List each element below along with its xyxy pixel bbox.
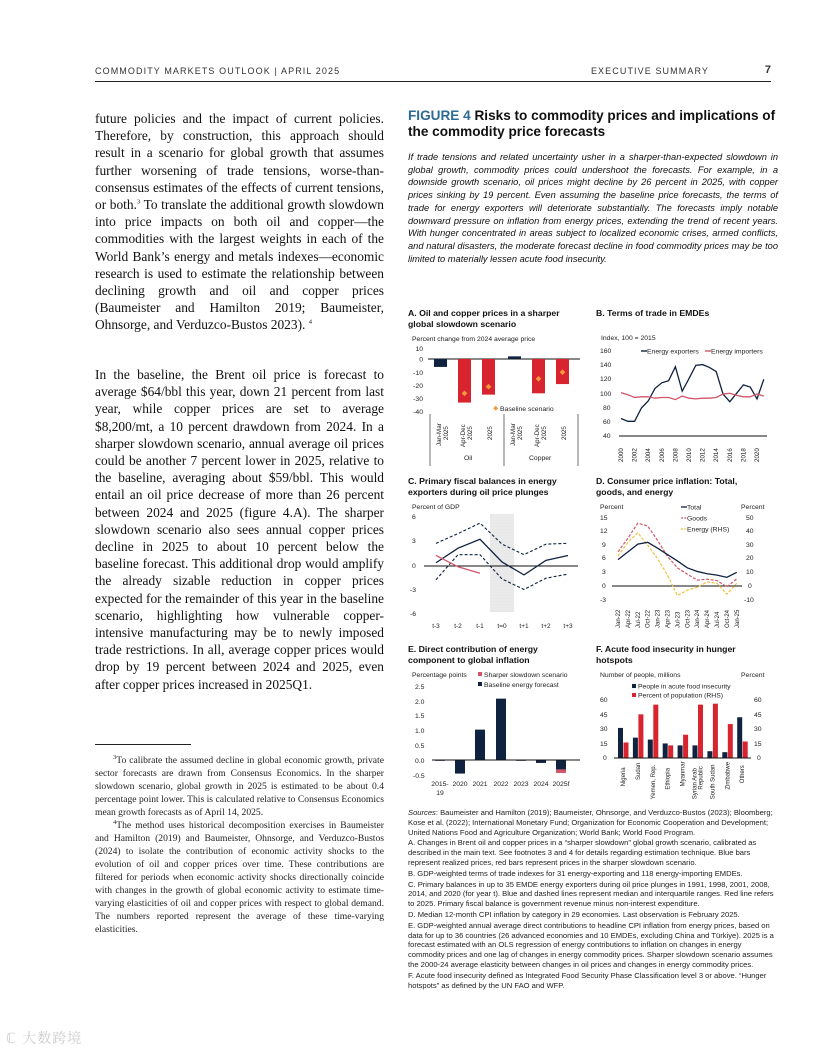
body-paragraph-1: future policies and the impact of current policies. Therefore, by construction, this approach should result in a scenario for global growth that assumes further worsening of trade tensions, worse-than-consensus estimates of the effects of current tensions, or both.$^3$ To translate the additional growth slowdown into price impacts on both oil and copper—the commodities with the largest weights in each of the World Bank’s energy and metals indexes—economic research is used to estimate the relationship between declining growth and oil and copper prices (Baumeister and Hamilton 2019; Baumeister, Ohnsorge, and Verduzco-Bustos 2023). $^4$ (95, 111, 384, 333)
svg-text:Oil: Oil (464, 455, 473, 462)
footnote-divider (95, 744, 191, 745)
svg-text:2014: 2014 (713, 448, 721, 462)
svg-text:-6: -6 (410, 611, 417, 618)
svg-text:2018: 2018 (740, 448, 748, 462)
svg-text:t-2: t-2 (454, 623, 462, 630)
svg-text:Yemen, Rep.: Yemen, Rep. (650, 764, 657, 800)
svg-text:15: 15 (600, 515, 608, 522)
page-number: 7 (764, 64, 771, 76)
svg-text:100: 100 (600, 391, 612, 398)
svg-text:t-1: t-1 (476, 623, 484, 630)
panel-c-chart (408, 500, 593, 640)
svg-text:Energy importers: Energy importers (711, 348, 763, 356)
svg-text:2000: 2000 (618, 448, 625, 462)
panel-c-title: C. Primary fiscal balances in energy exporters during oil price plunges (408, 476, 557, 497)
figure-title: FIGURE 4 Risks to commodity prices and implications of the commodity price forecasts (408, 108, 776, 139)
svg-text:Zimbabwe: Zimbabwe (725, 761, 732, 790)
svg-text:120: 120 (600, 376, 612, 383)
svg-text:Myanmar: Myanmar (680, 761, 687, 787)
svg-text:Goods: Goods (687, 515, 708, 523)
svg-text:Percent change from 2024 avera: Percent change from 2024 average price (412, 336, 536, 343)
svg-text:People in acute food insecurit: People in acute food insecurity (638, 683, 731, 691)
svg-text:Apr-Dec: Apr-Dec (534, 424, 541, 447)
svg-text:2020: 2020 (452, 781, 468, 788)
svg-text:45: 45 (754, 712, 762, 719)
svg-text:2025f: 2025f (552, 781, 570, 788)
svg-text:-40: -40 (413, 409, 423, 416)
svg-text:t=0: t=0 (497, 623, 507, 630)
body-paragraph-2: In the baseline, the Brent oil price is forecast to average $64/bbl this year, down 21 percent from last year, while copper prices are set to average $8,200/mt, a 10 percent drawdown from 2024. In a sharper slowdown scenario, annual average oil prices could be another 7 percent lower in 2025, relative to the baseline, averaging about $59/bbl. This would entail an oil price decrease of more than 26 percent between 2024 and 2025 (figure 4.A). The sharper slowdown scenario also sees annual copper prices decline in 2025 to about 10 percent below the baseline forecast. This additional drop would amplify the already sizable reduction in copper prices expected for the remainder of this year in the baseline scenario, highlighting how vulnerable copper-intensive manufacturing may be to newly imposed trade restrictions. In all, average copper prices would drop by 19 percent between 2024 and 2025, even after copper prices increased in 2025Q1. (95, 367, 384, 692)
svg-text:Baseline energy forecast: Baseline energy forecast (484, 682, 559, 689)
svg-text:30: 30 (746, 542, 754, 549)
svg-text:10: 10 (415, 346, 423, 353)
svg-text:2025: 2025 (541, 426, 548, 440)
footnote-4: $^4$The method uses historical decomposition exercises in Baumeister and Hamilton (2019) and Baumeister, Ohnsorge, and Verduzco-Bustos (2024) to isolate the contribution of economic activity shocks to the evolution of oil and copper prices over time. These contributions are filtered for periods when economic activity shocks directionally coincide with changes in the growth of global economic activity to estimate time-varying elasticities of oil and copper prices with respect to global demand. The numbers reported represent the average of these time-varying elasticities. (95, 818, 384, 935)
panel-a-chart (408, 332, 593, 472)
svg-text:6: 6 (602, 555, 606, 562)
svg-text:Jan-Mar: Jan-Mar (436, 423, 443, 446)
svg-text:Apr-Dec: Apr-Dec (460, 424, 467, 447)
panel-b-title: B. Terms of trade in EMDEs (596, 308, 710, 318)
svg-text:2006: 2006 (658, 448, 666, 462)
svg-text:2002: 2002 (631, 448, 639, 462)
panel-d-title: D. Consumer price inflation: Total, goods, and energy (596, 476, 738, 497)
svg-text:2008: 2008 (672, 448, 680, 462)
svg-text:Jul-24: Jul-24 (715, 611, 721, 628)
svg-text:160: 160 (600, 348, 612, 355)
svg-text:2020: 2020 (754, 448, 761, 462)
footnote-3: $^3$To calibrate the assumed decline in global economic growth, private sector forecasts are drawn from Consensus Economics. In the sharper slowdown scenario, global growth in 2025 is estimated to be about 0.4 percentage point lower. This is calculated relative to Consensus Economics mean growth forecasts as of April 14, 2025. (95, 753, 384, 818)
svg-text:Jan-Mar: Jan-Mar (510, 423, 517, 446)
svg-text:2021: 2021 (472, 781, 488, 788)
svg-text:-10: -10 (744, 597, 754, 604)
svg-text:Percent: Percent (600, 504, 624, 511)
svg-text:Ethiopia: Ethiopia (665, 767, 672, 790)
svg-text:Percent of GDP: Percent of GDP (412, 504, 460, 511)
svg-text:2010: 2010 (686, 448, 693, 462)
svg-text:2025: 2025 (517, 426, 524, 440)
figure-4 (408, 108, 778, 265)
svg-text:t+3: t+3 (563, 623, 573, 630)
sources-note: Sources: Baumeister and Hamilton (2019); Baumeister, Ohnsorge, and Verduzco-Bustos (2023); Bloomberg; Kose et al. (2022); International Monetary Fund; Organization for Economic Cooperation and Development; United Nations Food and Agriculture Organization; World Bank; World Food Program. (408, 808, 773, 837)
svg-text:t-3: t-3 (432, 623, 440, 630)
svg-text:2024: 2024 (533, 781, 549, 788)
svg-text:3: 3 (412, 538, 416, 545)
svg-text:Jan-22: Jan-22 (616, 609, 622, 628)
svg-text:50: 50 (746, 515, 754, 522)
svg-text:South Sudan: South Sudan (710, 764, 717, 800)
svg-text:Energy (RHS): Energy (RHS) (687, 526, 730, 534)
footnote-ref-4[interactable]: 4 (308, 318, 312, 326)
svg-text:40: 40 (603, 433, 611, 440)
panel-d-chart (596, 500, 781, 640)
panel-e (408, 644, 593, 804)
watermark: ℂ 大数跨境 (6, 1031, 83, 1047)
svg-text:Percent: Percent (741, 504, 765, 511)
svg-text:Percentage points: Percentage points (412, 672, 467, 679)
svg-text:Jan-23: Jan-23 (655, 609, 662, 628)
svg-text:2025: 2025 (561, 426, 568, 440)
svg-text:Jul-22: Jul-22 (635, 611, 642, 628)
svg-text:Oct-24: Oct-24 (724, 609, 731, 628)
svg-text:2023: 2023 (513, 781, 529, 788)
svg-text:Number of people, millions: Number of people, millions (600, 672, 681, 679)
svg-text:Total: Total (687, 504, 702, 512)
svg-text:Oct-23: Oct-23 (685, 609, 692, 628)
svg-text:Oct-22: Oct-22 (645, 609, 652, 628)
svg-text:Jan-25: Jan-25 (734, 609, 741, 628)
svg-text:Index, 100 = 2015: Index, 100 = 2015 (601, 335, 656, 342)
svg-text:-10: -10 (413, 370, 423, 377)
svg-text:12: 12 (600, 528, 608, 535)
svg-text:30: 30 (600, 726, 608, 733)
svg-text:Copper: Copper (529, 455, 552, 462)
svg-text:2012: 2012 (699, 448, 707, 462)
svg-text:0: 0 (412, 563, 416, 570)
svg-text:-30: -30 (413, 396, 423, 403)
figure-notes (408, 808, 780, 991)
svg-text:2025: 2025 (443, 426, 450, 440)
svg-text:-20: -20 (413, 383, 423, 390)
svg-text:Apr-24: Apr-24 (705, 609, 712, 628)
panel-b (596, 308, 781, 468)
svg-text:45: 45 (600, 712, 608, 719)
svg-text:Syrian Arab: Syrian Arab (692, 768, 699, 800)
svg-text:0.0: 0.0 (415, 758, 425, 765)
panel-f (596, 644, 781, 804)
svg-text:Jul-23: Jul-23 (675, 611, 682, 628)
svg-text:0: 0 (757, 755, 761, 762)
svg-text:40: 40 (746, 528, 754, 535)
figure-lead: If trade tensions and related uncertainty usher in a sharper-than-expected slowdown in global growth, commodity prices could undershoot the forecasts. For example, in a downside growth scenario, oil prices might decline by 26 percent in 2025, with copper prices sinking by 19 percent. Even assuming the baseline price forecasts, the terms of trade for energy exporters will deteriorate substantially. The forecasts imply notable downward pressure on inflation from energy prices, extending the trend of recent years. With hunger concentrated in areas subject to localized economic crises, armed conflicts, and natural disasters, the moderate forecast decline in food commodity prices may be too limited to materially lessen acute food insecurity. (408, 152, 778, 264)
svg-text:1.0: 1.0 (415, 728, 425, 735)
svg-text:9: 9 (602, 542, 606, 549)
svg-text:0: 0 (602, 583, 606, 590)
footnote-ref-3[interactable]: 3 (136, 198, 141, 206)
svg-text:2025: 2025 (467, 426, 474, 440)
svg-text:2015-: 2015- (431, 781, 449, 788)
panel-f-title: F. Acute food insecurity in hunger hotspots (596, 644, 736, 665)
svg-text:19: 19 (436, 790, 444, 797)
svg-text:Sharper slowdown scenario: Sharper slowdown scenario (484, 672, 568, 679)
svg-text:60: 60 (754, 697, 762, 704)
svg-text:60: 60 (603, 419, 611, 426)
panel-b-chart (596, 330, 781, 480)
svg-text:3: 3 (602, 569, 606, 576)
svg-text:30: 30 (754, 726, 762, 733)
svg-text:0: 0 (603, 755, 607, 762)
watermark-logo-icon: ℂ (6, 1031, 17, 1047)
svg-text:Nigeria: Nigeria (621, 767, 627, 787)
panel-d (596, 476, 781, 636)
svg-text:15: 15 (600, 741, 608, 748)
svg-text:Apr-23: Apr-23 (665, 609, 672, 628)
svg-text:2022: 2022 (493, 781, 509, 788)
svg-text:20: 20 (746, 555, 754, 562)
svg-text:140: 140 (600, 362, 612, 369)
svg-text:Percent of population (RHS): Percent of population (RHS) (638, 692, 724, 700)
note-d: D. Median 12-month CPI inflation by category in 29 economies. Last observation is February 2025. (408, 909, 740, 919)
svg-text:60: 60 (600, 697, 608, 704)
svg-text:Others: Others (740, 765, 747, 784)
panel-f-chart (596, 668, 781, 808)
note-c: C. Primary balances in up to 35 EMDE energy exporters during oil price plunges in 1991, 1998, 2001, 2008, 2014, and 2020 (for year t). Blue and dashed lines represent median and interquartile ranges. Red line refers to 2025. Primary fiscal balance is government revenue minus non-interest expenditure. (408, 879, 774, 909)
section-title: EXECUTIVE SUMMARY (590, 66, 709, 76)
svg-text:Baseline scenario: Baseline scenario (500, 406, 554, 413)
svg-text:t+1: t+1 (519, 623, 529, 630)
svg-text:2.5: 2.5 (415, 684, 425, 691)
panel-a-title: A. Oil and copper prices in a sharper global slowdown scenario (408, 308, 560, 329)
note-b: B. GDP-weighted terms of trade indexes for 31 energy-exporting and 118 energy-importing EMDEs. (408, 868, 743, 878)
svg-text:-3: -3 (600, 597, 607, 604)
svg-text:0: 0 (748, 583, 752, 590)
panel-e-title: E. Direct contribution of energy component to global inflation (408, 644, 538, 665)
svg-text:Energy exporters: Energy exporters (647, 348, 699, 356)
panel-e-chart (408, 668, 593, 808)
note-f: F. Acute food insecurity defined as Integrated Food Security Phase Classification level 3 or above. “Hunger hotspots” as defined by the UN FAO and WFP. (408, 970, 767, 990)
svg-text:1.5: 1.5 (415, 713, 425, 720)
publication-title: COMMODITY MARKETS OUTLOOK | APRIL 2025 (95, 66, 341, 76)
svg-text:2016: 2016 (726, 448, 734, 462)
panel-a (408, 308, 593, 468)
svg-text:Jan-24: Jan-24 (695, 609, 702, 628)
svg-text:-0.5: -0.5 (413, 773, 425, 780)
svg-text:t+2: t+2 (541, 623, 551, 630)
note-e: E. GDP-weighted annual average direct contributions to headline CPI inflation from energy prices, based on data for up to 36 countries (26 advanced economies and 10 EMDEs, excluding China and Türkiye). 2025 is a forecast estimated with an OLS regression of energy contributions to inflation on changes in energy commodity prices and one lag of changes in energy commodity prices. Sharper slowdown scenario assumes the 2000-24 average elasticity between changes in oil prices and changes in energy commodity prices. (408, 920, 774, 969)
svg-text:2004: 2004 (645, 448, 653, 462)
svg-text:Percent: Percent (741, 672, 765, 679)
svg-text:Sudan: Sudan (635, 762, 642, 780)
svg-text:10: 10 (746, 569, 754, 576)
panel-c (408, 476, 593, 636)
svg-text:0: 0 (419, 356, 423, 364)
footnotes (95, 754, 384, 936)
svg-text:2025: 2025 (487, 426, 494, 440)
svg-text:0.5: 0.5 (415, 743, 425, 750)
svg-text:15: 15 (754, 741, 762, 748)
svg-text:80: 80 (603, 405, 611, 412)
note-a: A. Changes in Brent oil and copper prices in a “sharper slowdown” global growth scenario, calibrated as described in the main text. See footnotes 3 and 4 for details regarding estimation technique. Blue bars represent realized prices, red bars represent prices in the sharper slowdown scenario. (408, 838, 757, 867)
svg-text:Republic: Republic (698, 766, 705, 790)
svg-text:6: 6 (412, 514, 416, 521)
svg-text:Apr-22: Apr-22 (625, 609, 632, 628)
svg-text:-3: -3 (410, 587, 417, 594)
running-header (95, 64, 771, 82)
svg-text:2.0: 2.0 (415, 699, 425, 706)
